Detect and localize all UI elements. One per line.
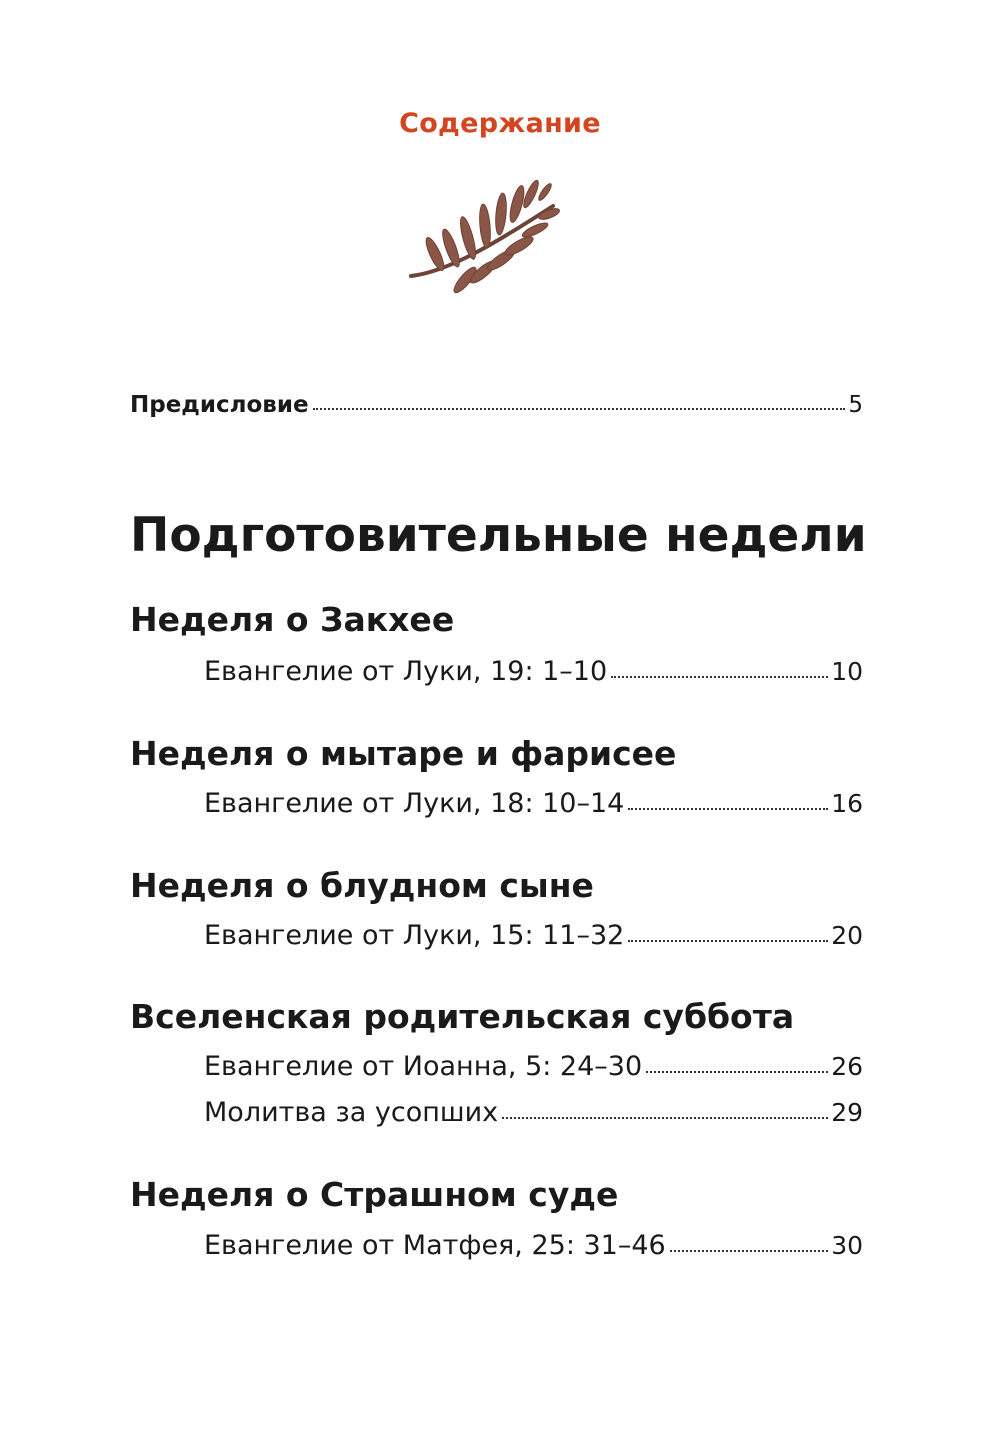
contents-title: Содержание — [399, 108, 601, 139]
entry-label: Евангелие от Луки, 18: 10–14 — [204, 788, 625, 819]
toc-entry-row[interactable] — [204, 920, 863, 951]
toc-entry-row[interactable] — [204, 788, 863, 819]
entry-label: Молитва за усопших — [204, 1097, 499, 1128]
section-title: Неделя о Страшном суде — [130, 1175, 619, 1214]
toc-preface-row[interactable] — [130, 392, 863, 418]
part-title: Подготовительные недели — [130, 508, 867, 563]
entry-page-number: 10 — [831, 657, 863, 686]
section-title: Вселенская родительская суббота — [130, 997, 795, 1036]
toc-entry-row[interactable] — [204, 656, 863, 687]
preface-label: Предисловие — [130, 392, 309, 418]
entry-page-number: 29 — [831, 1098, 863, 1127]
entry-label: Евангелие от Матфея, 25: 31–46 — [204, 1230, 666, 1261]
preface-page-number: 5 — [848, 392, 863, 418]
entry-label: Евангелие от Луки, 19: 1–10 — [204, 656, 608, 687]
dot-leader — [670, 1249, 828, 1252]
dot-leader — [628, 939, 828, 942]
entry-page-number: 16 — [831, 789, 863, 818]
dot-leader — [502, 1116, 828, 1119]
entry-label: Евангелие от Иоанна, 5: 24–30 — [204, 1051, 643, 1082]
entry-label: Евангелие от Луки, 15: 11–32 — [204, 920, 625, 951]
entry-page-number: 20 — [831, 921, 863, 950]
entry-page-number: 30 — [831, 1231, 863, 1260]
leaf-branch-icon — [405, 168, 560, 308]
dot-leader — [646, 1070, 828, 1073]
toc-entry-row[interactable] — [204, 1051, 863, 1082]
section-title: Неделя о блудном сыне — [130, 866, 594, 905]
dot-leader — [611, 675, 828, 678]
entry-page-number: 26 — [831, 1052, 863, 1081]
section-title: Неделя о мытаре и фарисее — [130, 734, 677, 773]
toc-entry-row[interactable] — [204, 1097, 863, 1128]
dot-leader — [628, 807, 828, 810]
dot-leader — [313, 407, 846, 410]
section-title: Неделя о Закхее — [130, 600, 455, 639]
toc-entry-row[interactable] — [204, 1230, 863, 1261]
